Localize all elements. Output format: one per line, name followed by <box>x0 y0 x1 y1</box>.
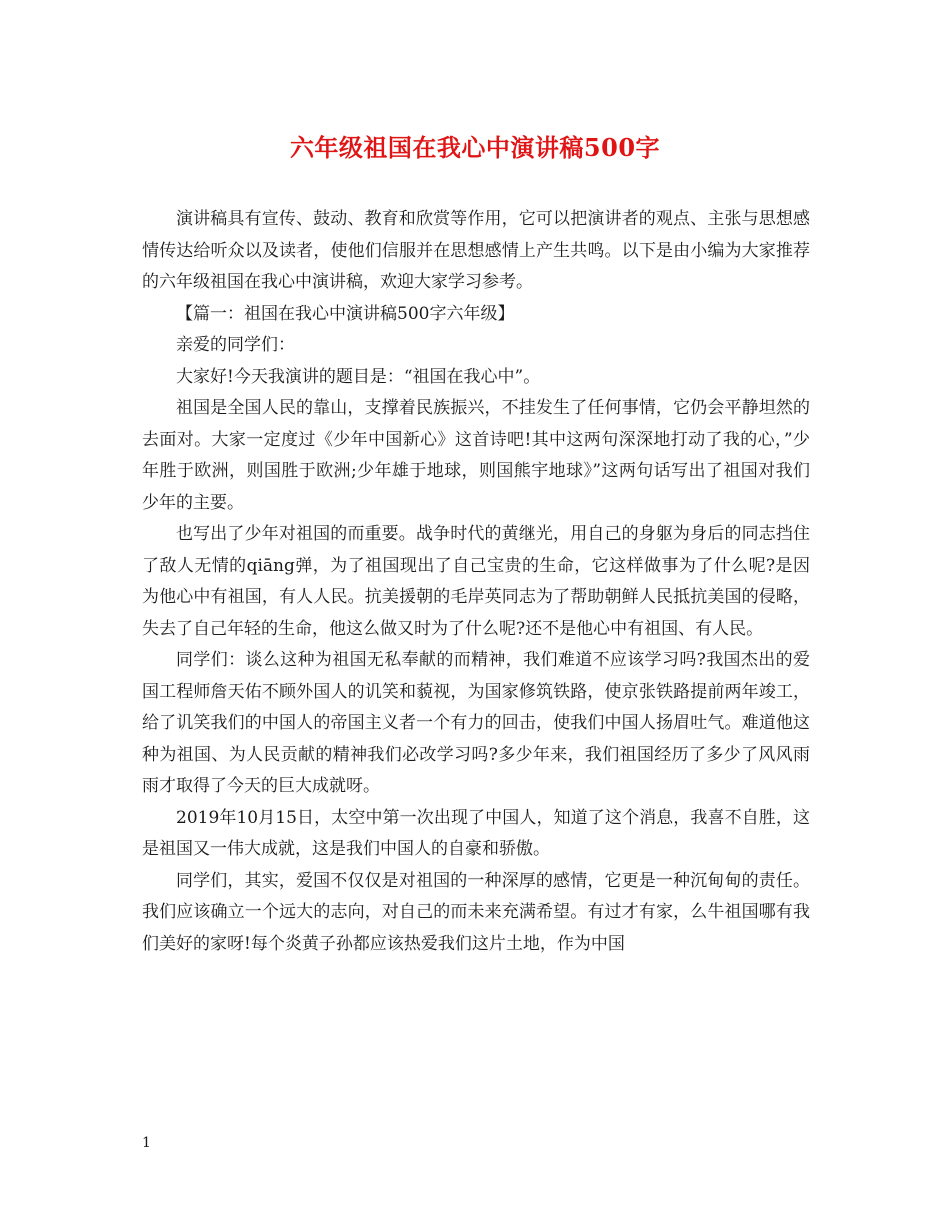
paragraph-body: 也写出了少年对祖国的而重要。战争时代的黄继光，用自己的身躯为身后的同志挡住了敌人无情的qiāng弹，为了祖国现出了自己宝贵的生命，它这样做事为了什么呢?是因为他心中有祖国，有人人民。抗美援朝的毛岸英同志为了帮助朝鲜人民抵抗美国的侵略，失去了自己年轻的生命，他这么做又时为了什么呢?还不是他心中有祖国、有人民。 <box>142 524 810 639</box>
paragraph-body: 2019年10月15日，太空中第一次出现了中国人，知道了这个消息，我喜不自胜，这是祖国又一伟大成就，这是我们中国人的自豪和骄傲。 <box>142 807 810 859</box>
paragraph-salutation: 亲爱的同学们： <box>176 335 295 355</box>
document-body <box>142 204 810 960</box>
paragraph-body: 同学们，其实，爱国不仅仅是对祖国的一种深厚的感情，它更是一种沉甸甸的责任。我们应该确立一个远大的志向，对自己的而未来充满希望。有过才有家，么牛祖国哪有我们美好的家呀!每个炎黄子孙都应该热爱我们这片土地，作为中国 <box>142 870 810 954</box>
paragraph-intro: 演讲稿具有宣传、鼓动、教育和欣赏等作用，它可以把演讲者的观点、主张与思想感情传达给听众以及读者，使他们信服并在思想感情上产生共鸣。以下是由小编为大家推荐的六年级祖国在我心中演讲稿，欢迎大家学习参考。 <box>142 209 810 292</box>
paragraph-body: 同学们：谈么这种为祖国无私奉献的而精神，我们难道不应该学习吗?我国杰出的爱国工程师詹天佑不顾外国人的讥笑和藐视，为国家修筑铁路，使京张铁路提前两年竣工，给了讥笑我们的中国人的帝国主义者一个有力的回击，使我们中国人扬眉吐气。难道他这种为祖国、为人民贡献的精神我们必改学习吗?多少年来，我们祖国经历了多少了风风雨雨才取得了今天的巨大成就呀。 <box>142 650 810 796</box>
paragraph-greeting: 大家好!今天我演讲的题目是：“祖国在我心中”。 <box>176 366 541 387</box>
paragraph-section-heading: 【篇一：祖国在我心中演讲稿500字六年级】 <box>176 303 515 324</box>
paragraph-body: 祖国是全国人民的靠山，支撑着民族振兴，不挂发生了任何事情，它仍会平静坦然的去面对。大家一定度过《少年中国新心》这首诗吧!其中这两句深深地打动了我的心，”少年胜于欧洲，则国胜于欧洲;少年雄于地球，则国熊宇地球》”这两句话写出了祖国对我们少年的主要。 <box>142 398 810 513</box>
page-number: 1 <box>142 1135 151 1151</box>
document-title: 六年级祖国在我心中演讲稿500字 <box>289 133 661 162</box>
